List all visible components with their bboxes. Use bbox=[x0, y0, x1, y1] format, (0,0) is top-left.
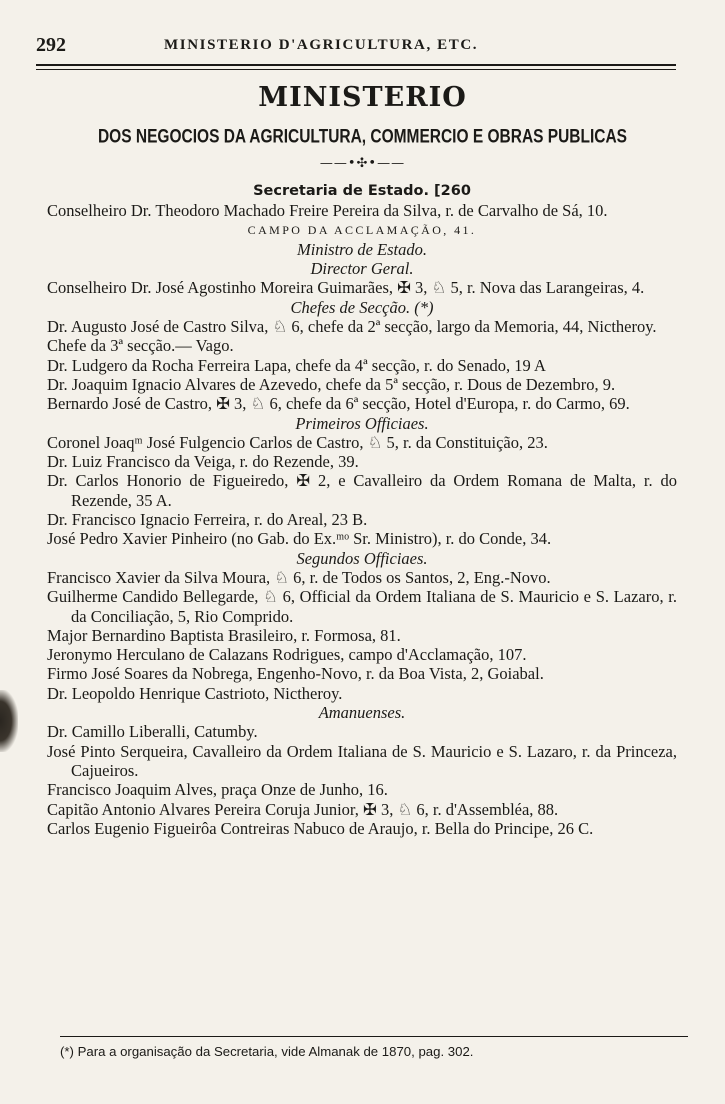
staff-entry: José Pinto Serqueira, Cavalleiro da Ordem Italiana de S. Mauricio e S. Lazaro, r. da Princeza, Cajueiros. bbox=[47, 741, 677, 780]
page-number: 292 bbox=[36, 34, 66, 56]
staff-entry: Coronel Joaqᵐ José Fulgencio Carlos de Castro, ♘ 5, r. da Constituição, 23. bbox=[47, 432, 548, 452]
staff-entry: Francisco Joaquim Alves, praça Onze de Junho, 16. bbox=[47, 780, 388, 800]
staff-entry: Jeronymo Herculano de Calazans Rodrigues, campo d'Acclamação, 107. bbox=[47, 645, 527, 665]
section-heading: Director Geral. bbox=[310, 259, 414, 279]
section-heading: Ministro de Estado. bbox=[296, 239, 427, 259]
staff-entry: Dr. Luiz Francisco da Veiga, r. do Rezende, 39. bbox=[47, 452, 359, 472]
staff-entry: Francisco Xavier da Silva Moura, ♘ 6, r. de Todos os Santos, 2, Eng.-Novo. bbox=[47, 567, 551, 587]
staff-entry: Guilherme Candido Bellegarde, ♘ 6, Official da Ordem Italiana de S. Mauricio e S. Lazaro, r. da Conciliação, 5, Rio Comprido. bbox=[47, 587, 677, 626]
running-header bbox=[36, 34, 676, 58]
staff-entry: José Pedro Xavier Pinheiro (no Gab. do Ex.ᵐᵒ Sr. Ministro), r. do Conde, 34. bbox=[47, 529, 552, 549]
running-title: MINISTERIO D'AGRICULTURA, ETC. bbox=[164, 37, 479, 53]
sections-list bbox=[47, 240, 677, 838]
section-heading: Chefes de Secção. (*) bbox=[290, 297, 434, 317]
staff-entry: Chefe da 3ª secção.— Vago. bbox=[47, 336, 234, 356]
ministry-title: MINISTERIO bbox=[258, 82, 467, 113]
ministry-subtitle: DOS NEGOCIOS DA AGRICULTURA, COMMERCIO E OBRAS PUBLICAS bbox=[97, 126, 628, 148]
binding-stain bbox=[0, 690, 18, 752]
staff-entry: Dr. Carlos Honorio de Figueiredo, ✠ 2, e Cavalleiro da Ordem Romana de Malta, r. do Rezende, 35 A. bbox=[47, 471, 677, 510]
staff-entry: Dr. Joaquim Ignacio Alvares de Azevedo, chefe da 5ª secção, r. Dous de Dezembro, 9. bbox=[47, 374, 616, 394]
staff-entry: Bernardo José de Castro, ✠ 3, ♘ 6, chefe da 6ª secção, Hotel d'Europa, r. do Carmo, 69. bbox=[47, 394, 630, 414]
staff-entry: Conselheiro Dr. José Agostinho Moreira Guimarães, ✠ 3, ♘ 5, r. Nova das Larangeiras, 4. bbox=[47, 278, 645, 298]
staff-entry: Dr. Camillo Liberalli, Catumby. bbox=[47, 722, 258, 742]
secretaria-address: CAMPO DA ACCLAMAÇÃO, 41. bbox=[247, 222, 477, 237]
ornament-divider: ——•✣•—— bbox=[319, 156, 406, 171]
header-rule bbox=[36, 64, 676, 70]
footnote: (*) Para a organisação da Secretaria, vide Almanak de 1870, pag. 302. bbox=[60, 1044, 474, 1059]
staff-entry: Dr. Leopoldo Henrique Castrioto, Nictheroy. bbox=[47, 683, 343, 703]
section-heading: Amanuenses. bbox=[318, 703, 406, 723]
secretaria-heading: Secretaria de Estado. [260 bbox=[253, 183, 471, 199]
staff-entry: Carlos Eugenio Figueirôa Contreiras Nabuco de Araujo, r. Bella do Principe, 26 C. bbox=[47, 818, 594, 838]
staff-entry: Capitão Antonio Alvares Pereira Coruja Junior, ✠ 3, ♘ 6, r. d'Assembléa, 88. bbox=[47, 799, 559, 819]
minister-entry: Conselheiro Dr. Theodoro Machado Freire Pereira da Silva, r. de Carvalho de Sá, 10. bbox=[47, 201, 608, 221]
staff-entry: Dr. Francisco Ignacio Ferreira, r. do Areal, 23 B. bbox=[47, 510, 368, 530]
document-body bbox=[47, 182, 677, 838]
footnote-rule bbox=[60, 1036, 688, 1037]
section-heading: Segundos Officiaes. bbox=[296, 548, 428, 568]
staff-entry: Dr. Ludgero da Rocha Ferreira Lapa, chefe da 4ª secção, r. do Senado, 19 A bbox=[47, 355, 546, 375]
staff-entry: Dr. Augusto José de Castro Silva, ♘ 6, chefe da 2ª secção, largo da Memoria, 44, Nictheroy. bbox=[47, 317, 657, 337]
staff-entry: Firmo José Soares da Nobrega, Engenho-Novo, r. da Boa Vista, 2, Goiabal. bbox=[47, 664, 544, 684]
staff-entry: Major Bernardino Baptista Brasileiro, r. Formosa, 81. bbox=[47, 625, 401, 645]
section-heading: Primeiros Officiaes. bbox=[295, 413, 429, 433]
